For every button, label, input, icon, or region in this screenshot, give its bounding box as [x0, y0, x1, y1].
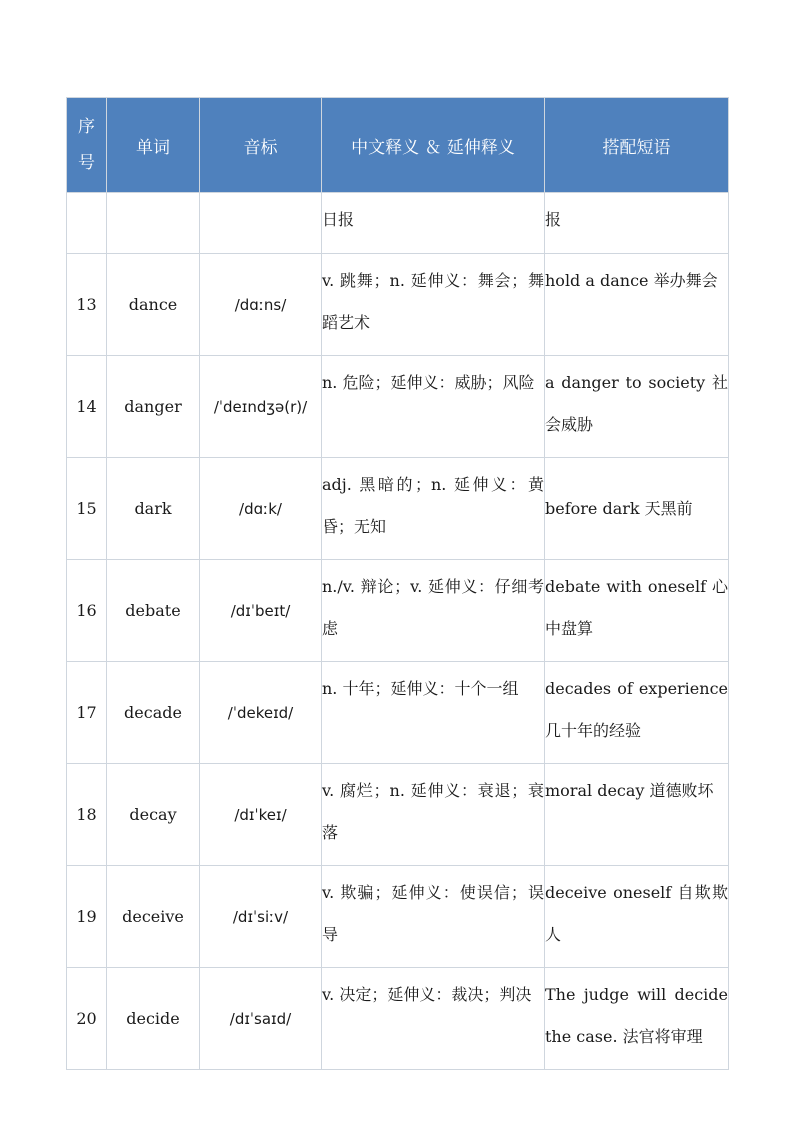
cell-collocation: a danger to society 社会威胁	[545, 356, 729, 458]
cell-meaning: adj. 黑暗的；n. 延伸义：黄昏；无知	[322, 458, 545, 560]
table-row-continued	[67, 193, 729, 254]
table-row	[67, 254, 729, 356]
cell-word: decay	[107, 764, 200, 866]
cell-collocation: hold a dance 举办舞会	[545, 254, 729, 356]
cell-phonetic: /dɪˈsaɪd/	[200, 968, 322, 1070]
cell-word: dark	[107, 458, 200, 560]
cell-meaning: v. 跳舞；n. 延伸义：舞会；舞蹈艺术	[322, 254, 545, 356]
table-row	[67, 560, 729, 662]
header-collocation: 搭配短语	[545, 98, 729, 193]
cell-word: danger	[107, 356, 200, 458]
cell-phonetic: /dɪˈkeɪ/	[200, 764, 322, 866]
table-row	[67, 764, 729, 866]
cell-phonetic: /ˈdekeɪd/	[200, 662, 322, 764]
cell-number: 20	[67, 968, 107, 1070]
cell-phonetic: /dɑːns/	[200, 254, 322, 356]
cell-word: deceive	[107, 866, 200, 968]
table-row	[67, 458, 729, 560]
cell-collocation: deceive oneself 自欺欺人	[545, 866, 729, 968]
cell-meaning: v. 决定；延伸义：裁决；判决	[322, 968, 545, 1070]
cell-phonetic: /ˈdeɪndʒə(r)/	[200, 356, 322, 458]
cell-collocation: before dark 天黑前	[545, 458, 729, 560]
table-row	[67, 866, 729, 968]
cell-word	[107, 193, 200, 254]
cell-meaning: n./v. 辩论；v. 延伸义：仔细考虑	[322, 560, 545, 662]
table-row	[67, 356, 729, 458]
cell-collocation: 报	[545, 193, 729, 254]
cell-collocation: moral decay 道德败坏	[545, 764, 729, 866]
header-word: 单词	[107, 98, 200, 193]
cell-collocation: decades of experience 几十年的经验	[545, 662, 729, 764]
cell-meaning: v. 欺骗；延伸义：使误信；误导	[322, 866, 545, 968]
cell-collocation: debate with oneself 心中盘算	[545, 560, 729, 662]
cell-meaning: v. 腐烂；n. 延伸义：衰退；衰落	[322, 764, 545, 866]
cell-phonetic: /dɑːk/	[200, 458, 322, 560]
table-header	[67, 98, 729, 193]
header-number: 序 号	[67, 98, 107, 193]
cell-word: debate	[107, 560, 200, 662]
cell-number: 19	[67, 866, 107, 968]
cell-meaning: n. 危险；延伸义：威胁；风险	[322, 356, 545, 458]
cell-number: 18	[67, 764, 107, 866]
cell-phonetic: /dɪˈbeɪt/	[200, 560, 322, 662]
cell-meaning: n. 十年；延伸义：十个一组	[322, 662, 545, 764]
cell-number: 15	[67, 458, 107, 560]
cell-meaning: 日报	[322, 193, 545, 254]
header-phonetic: 音标	[200, 98, 322, 193]
table-row	[67, 662, 729, 764]
cell-phonetic: /dɪˈsiːv/	[200, 866, 322, 968]
cell-number: 13	[67, 254, 107, 356]
cell-number	[67, 193, 107, 254]
cell-collocation: The judge will decide the case. 法官将审理	[545, 968, 729, 1070]
cell-word: decade	[107, 662, 200, 764]
table-row	[67, 968, 729, 1070]
cell-number: 14	[67, 356, 107, 458]
cell-word: decide	[107, 968, 200, 1070]
cell-number: 16	[67, 560, 107, 662]
header-meaning: 中文释义 ＆ 延伸释义	[322, 98, 545, 193]
cell-word: dance	[107, 254, 200, 356]
cell-phonetic	[200, 193, 322, 254]
cell-number: 17	[67, 662, 107, 764]
vocabulary-table	[66, 97, 729, 1070]
